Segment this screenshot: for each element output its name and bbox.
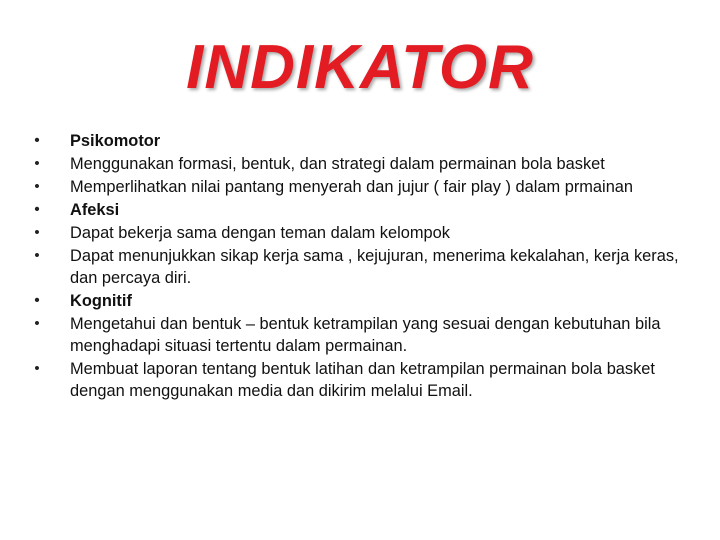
bullet-item	[30, 245, 690, 289]
bullet-item-kognitif	[30, 290, 690, 312]
bullet-text: Memperlihatkan nilai pantang menyerah dan jujur ( fair play ) dalam prmainan	[70, 178, 634, 196]
bullet-item-afeksi	[30, 199, 690, 221]
bullet-icon: •	[34, 201, 40, 218]
bullet-text: Dapat bekerja sama dengan teman dalam kelompok	[70, 224, 450, 242]
bullet-item	[30, 176, 690, 198]
bullet-item	[30, 153, 690, 175]
bullet-icon: •	[34, 132, 40, 149]
bullet-icon: •	[34, 247, 40, 264]
bullet-icon: •	[34, 224, 40, 241]
bullet-text: Dapat menunjukkan sikap kerja sama , kejujuran, menerima kekalahan, kerja keras, dan percaya diri.	[70, 247, 679, 287]
bullet-item	[30, 222, 690, 244]
bullet-icon: •	[34, 292, 40, 309]
slide-content	[30, 130, 690, 403]
bullet-item	[30, 313, 690, 357]
bullet-icon: •	[34, 315, 40, 332]
bullet-list	[30, 130, 690, 402]
bullet-item-psikomotor	[30, 130, 690, 152]
bullet-text: Afeksi	[70, 201, 120, 219]
bullet-icon: •	[34, 178, 40, 195]
slide-title: INDIKATOR	[186, 33, 534, 102]
bullet-text: Mengetahui dan bentuk – bentuk ketrampilan yang sesuai dengan kebutuhan bila menghadapi situasi tertentu dalam permainan.	[70, 315, 661, 355]
bullet-text: Kognitif	[70, 292, 132, 310]
bullet-text: Psikomotor	[70, 132, 161, 150]
bullet-text: Menggunakan formasi, bentuk, dan strategi dalam permainan bola basket	[70, 155, 605, 173]
bullet-text: Membuat laporan tentang bentuk latihan dan ketrampilan permainan bola basket dengan menggunakan media dan dikirim melalui Email.	[70, 360, 655, 400]
bullet-icon: •	[34, 155, 40, 172]
bullet-item	[30, 358, 690, 402]
bullet-icon: •	[34, 360, 40, 377]
